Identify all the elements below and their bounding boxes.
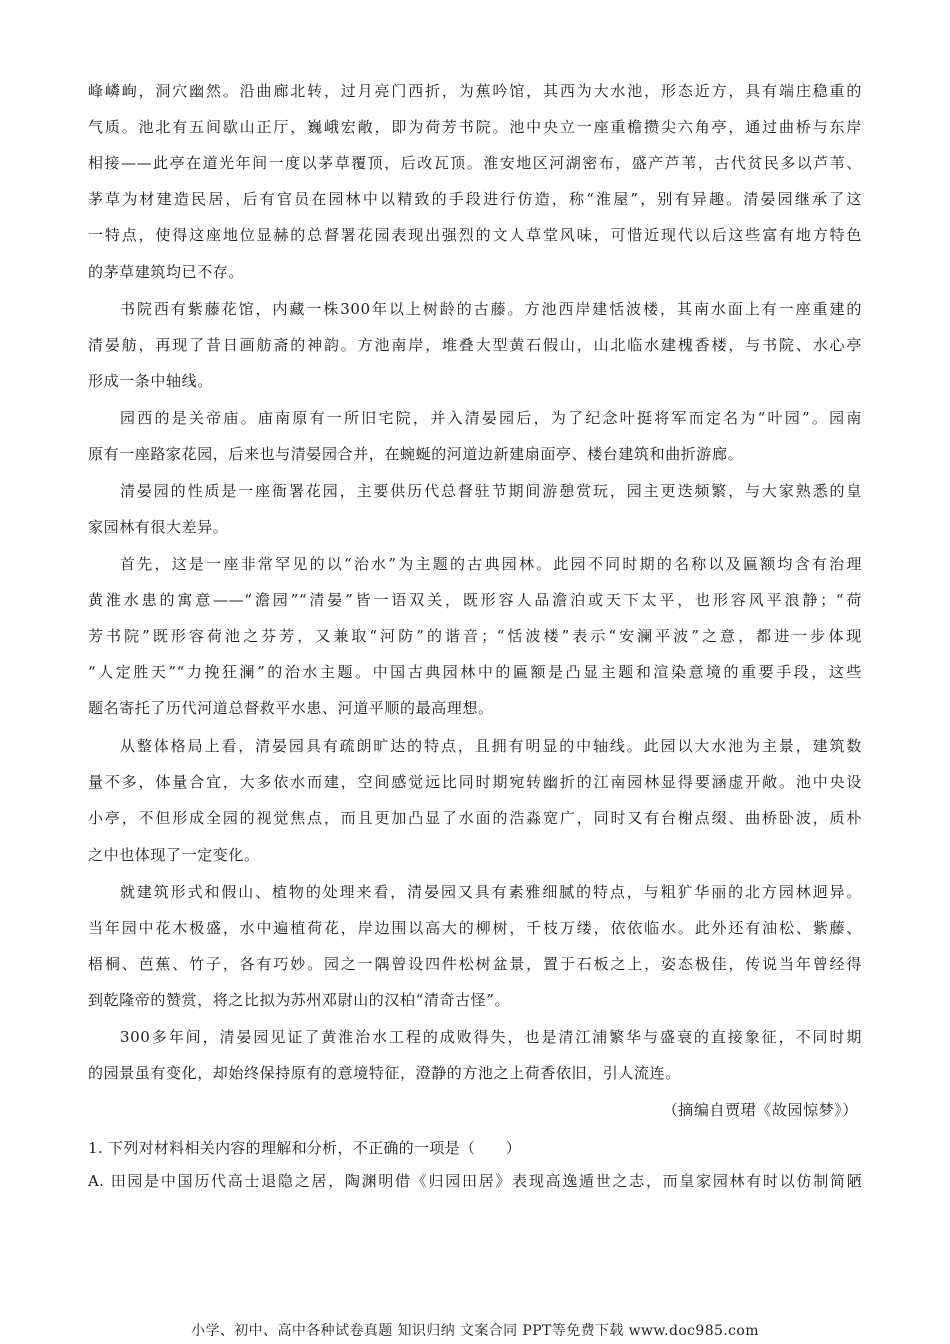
- text-line: 峰嶙峋，洞穴幽然。沿曲廊北转，过月亮门西折，为蕉吟馆，其西为大水池，形态近方，具有端庄稳重的: [88, 82, 862, 100]
- paragraph-first-line: 首先，这是一座非常罕见的以“治水”为主题的古典园林。此园不同时期的名称以及匾额均含有治理: [120, 555, 862, 573]
- text-line: 形成一条中轴线。: [88, 372, 213, 390]
- text-line: 芳书院”既形容荷池之芬芳，又兼取“河防”的谐音；“恬波楼”表示“安澜平波”之意，都进一步体现: [88, 627, 862, 645]
- text-line: 到乾隆帝的赞赏，将之比拟为苏州邓尉山的汉柏“清奇古怪”。: [88, 991, 511, 1009]
- source-citation: （摘编自贾珺《故园惊梦》）: [662, 1101, 858, 1119]
- text-line: 当年园中花木极盛，水中遍植荷花，岸边围以高大的柳树，千枝万缕，依依临水。此外还有油松、紫藤、: [88, 919, 862, 937]
- text-line: 黄淮水患的寓意——“澹园”“清晏”皆一语双关，既形容人品澹泊或天下太平，也形容风平浪静；“荷: [88, 591, 862, 609]
- text-line: “人定胜天”“力挽狂澜”的治水主题。中国古典园林中的匾额是凸显主题和渲染意境的重要手段，这些: [88, 663, 862, 681]
- text-line: 的茅草建筑均已不存。: [88, 263, 245, 281]
- footer-banner: 小学、初中、高中各种试卷真题 知识归纳 文案合同 PPT等免费下载 www.doc985.com: [191, 1323, 759, 1339]
- option-a: A. 田园是中国历代高士退隐之居，陶渊明借《归园田居》表现高逸遁世之志，而皇家园林有时以仿制简陋: [88, 1172, 862, 1190]
- paragraph-first-line: 书院西有紫藤花馆，内藏一株300年以上树龄的古藤。方池西岸建恬波楼，其南水面上有一座重建的: [120, 300, 862, 318]
- paragraph-first-line: 从整体格局上看，清晏园具有疏朗旷达的特点，且拥有明显的中轴线。此园以大水池为主景，建筑数: [120, 737, 862, 755]
- paragraph-first-line: 就建筑形式和假山、植物的处理来看，清晏园又具有素雅细腻的特点，与粗犷华丽的北方园林迥异。: [120, 883, 862, 901]
- text-line: 小亭，不但形成全园的视觉焦点，而且更加凸显了水面的浩淼宽广，同时又有台榭点缀、曲桥卧波，质朴: [88, 809, 862, 827]
- text-line: 之中也体现了一定变化。: [88, 846, 260, 864]
- paragraph-first-line: 清晏园的性质是一座衙署花园，主要供历代总督驻节期间游憩赏玩，园主更迭频繁，与大家熟悉的皇: [120, 482, 862, 500]
- text-line: 清晏舫，再现了昔日画舫斋的神韵。方池南岸，堆叠大型黄石假山，山北临水建槐香楼，与书院、水心亭: [88, 336, 862, 354]
- paragraph-first-line: 300多年间，清晏园见证了黄淮治水工程的成败得失，也是清江浦繁华与盛衰的直接象征，不同时期: [120, 1028, 862, 1046]
- text-line: 相接——此亭在道光年间一度以茅草覆顶，后改瓦顶。淮安地区河湖密布，盛产芦苇，古代贫民多以芦苇、: [88, 154, 862, 172]
- text-line: 梧桐、芭蕉、竹子，各有巧妙。园之一隅曾设四件松树盆景，置于石板之上，姿态极佳，传说当年曾经得: [88, 955, 862, 973]
- text-line: 茅草为材建造民居，后有官员在园林中以精致的手段进行仿造，称“淮屋”，别有异趣。清晏园继承了这: [88, 190, 862, 208]
- text-line: 题名寄托了历代河道总督救平水患、河道平顺的最高理想。: [88, 699, 494, 717]
- text-line: 家园林有很大差异。: [88, 518, 229, 536]
- text-line: 原有一座路家花园，后来也与清晏园合并，在蜿蜒的河道边新建扇面亭、楼台建筑和曲折游廊。: [88, 445, 744, 463]
- text-line: 的园景虽有变化，却始终保持原有的意境特征，澄静的方池之上荷香依旧，引人流连。: [88, 1064, 681, 1082]
- paragraph-first-line: 园西的是关帝庙。庙南原有一所旧宅院，并入清晏园后，为了纪念叶挺将军而定名为“叶园”。园南: [120, 409, 862, 427]
- text-line: 量不多，体量合宜，大多依水而建，空间感觉远比同时期宛转幽折的江南园林显得要涵虚开敞。池中央设: [88, 773, 862, 791]
- text-line: 气质。池北有五间歇山正厅，巍峨宏敞，即为荷芳书院。池中央立一座重檐攒尖六角亭，通过曲桥与东岸: [88, 118, 862, 136]
- question-stem: 1. 下列对材料相关内容的理解和分析，不正确的一项是（ ）: [88, 1139, 522, 1157]
- text-line: 一特点，使得这座地位显赫的总督署花园表现出强烈的文人草堂风味，可惜近现代以后这些富有地方特色: [88, 226, 862, 244]
